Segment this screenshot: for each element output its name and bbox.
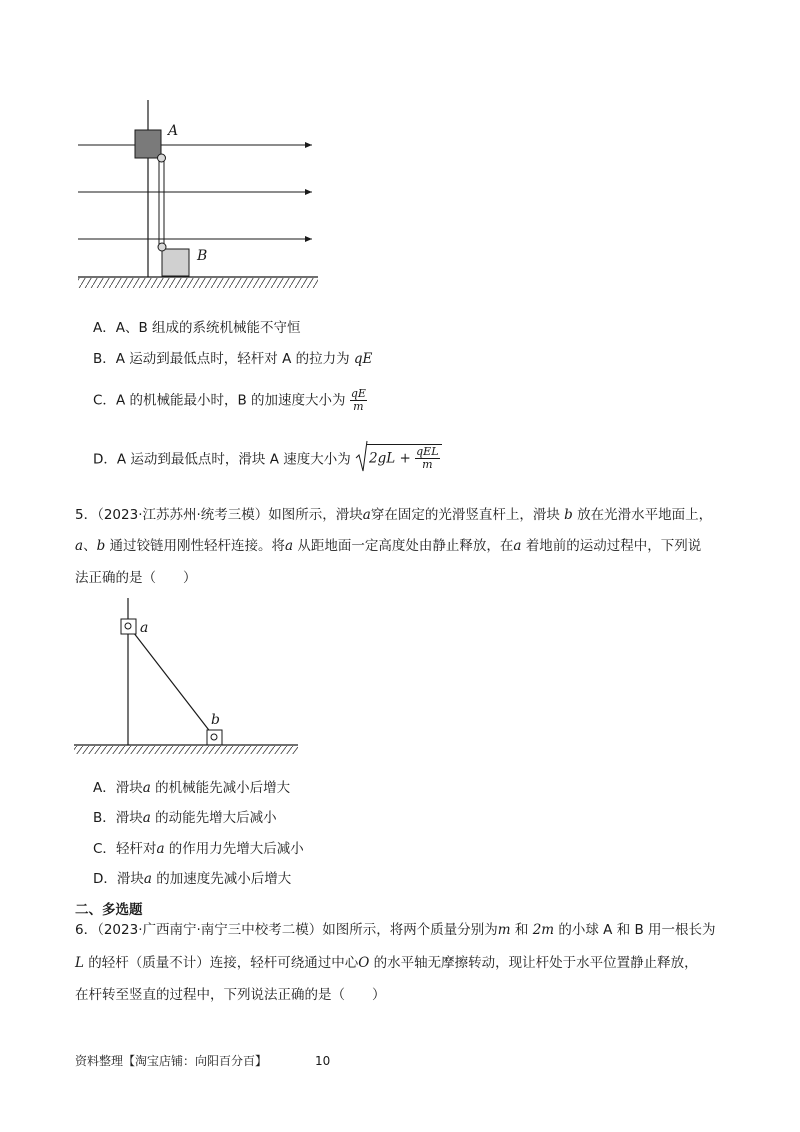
ground-hatch — [74, 746, 298, 754]
hinge-bottom — [158, 243, 166, 251]
q5-option-d: D．滑块a 的加速度先减小后增大 — [93, 871, 292, 887]
q5-option-b: B．滑块a 的动能先增大后减小 — [93, 810, 277, 826]
q4-figure — [75, 95, 395, 295]
hinge-a — [125, 623, 131, 629]
q5-option-a: A．滑块a 的机械能先减小后增大 — [93, 780, 291, 796]
q6-stem-line2: L 的轻杆（质量不计）连接，轻杆可绕通过中心O 的水平轴无摩擦转动，现让杆处于水平位置静止释放， — [75, 955, 698, 971]
footer-text: 资料整理【淘宝店铺：向阳百分百】 — [75, 1054, 268, 1068]
q5-figure — [70, 595, 310, 765]
q4-option-d: D．A 运动到最低点时，滑块 A 速度大小为 2gL + $\frac{\text{qEL}}{m}$ — [93, 448, 442, 471]
q4-option-c: C．A 的机械能最小时，B 的加速度大小为 $\frac{qE}{m}$ — [93, 387, 366, 413]
block-a — [135, 130, 161, 158]
q6-stem-line3: 在杆转至竖直的过程中，下列说法正确的是（ ） — [75, 987, 386, 1003]
hinge-top — [158, 154, 166, 162]
fraction-qe-m: $\frac{qE}{m}$ — [350, 387, 366, 413]
section-title: 二、多选题 — [75, 902, 143, 918]
label-a: a — [140, 620, 149, 636]
q5-stem-line1: 5．（2023·江苏苏州·统考三模）如图所示，滑块a穿在固定的光滑竖直杆上，滑块 b 放在光滑水平地面上， — [75, 507, 713, 523]
q4-option-b: B．A 运动到最低点时，轻杆对 A 的拉力为 qE — [93, 351, 373, 367]
q6-stem-line1: 6．（2023·广西南宁·南宁三中校考二模）如图所示，将两个质量分别为m 和 2m 的小球 A 和 B 用一根长为 — [75, 922, 716, 938]
block-b — [162, 249, 189, 276]
hinge-b — [211, 734, 217, 740]
ground-hatch — [78, 278, 318, 288]
q5-option-c: C．轻杆对a 的作用力先增大后减小 — [93, 841, 304, 857]
sqrt-expression: 2gL + $\frac{\text{qEL}}{m}$ — [355, 448, 441, 471]
page-number: 10 — [315, 1054, 331, 1068]
q5-stem-line2: a、b 通过铰链用刚性轻杆连接。将a 从距地面一定高度处由静止释放，在a 着地前的运动过程中，下列说 — [75, 538, 702, 554]
label-b: b — [211, 712, 220, 728]
label-b: B — [197, 248, 208, 264]
q5-stem-line3: 法正确的是（ ） — [75, 570, 197, 586]
label-a: A — [168, 123, 179, 139]
q4-option-a: A．A、B 组成的系统机械能不守恒 — [93, 320, 301, 336]
rigid-rod — [130, 628, 215, 738]
page-footer — [75, 1052, 330, 1069]
